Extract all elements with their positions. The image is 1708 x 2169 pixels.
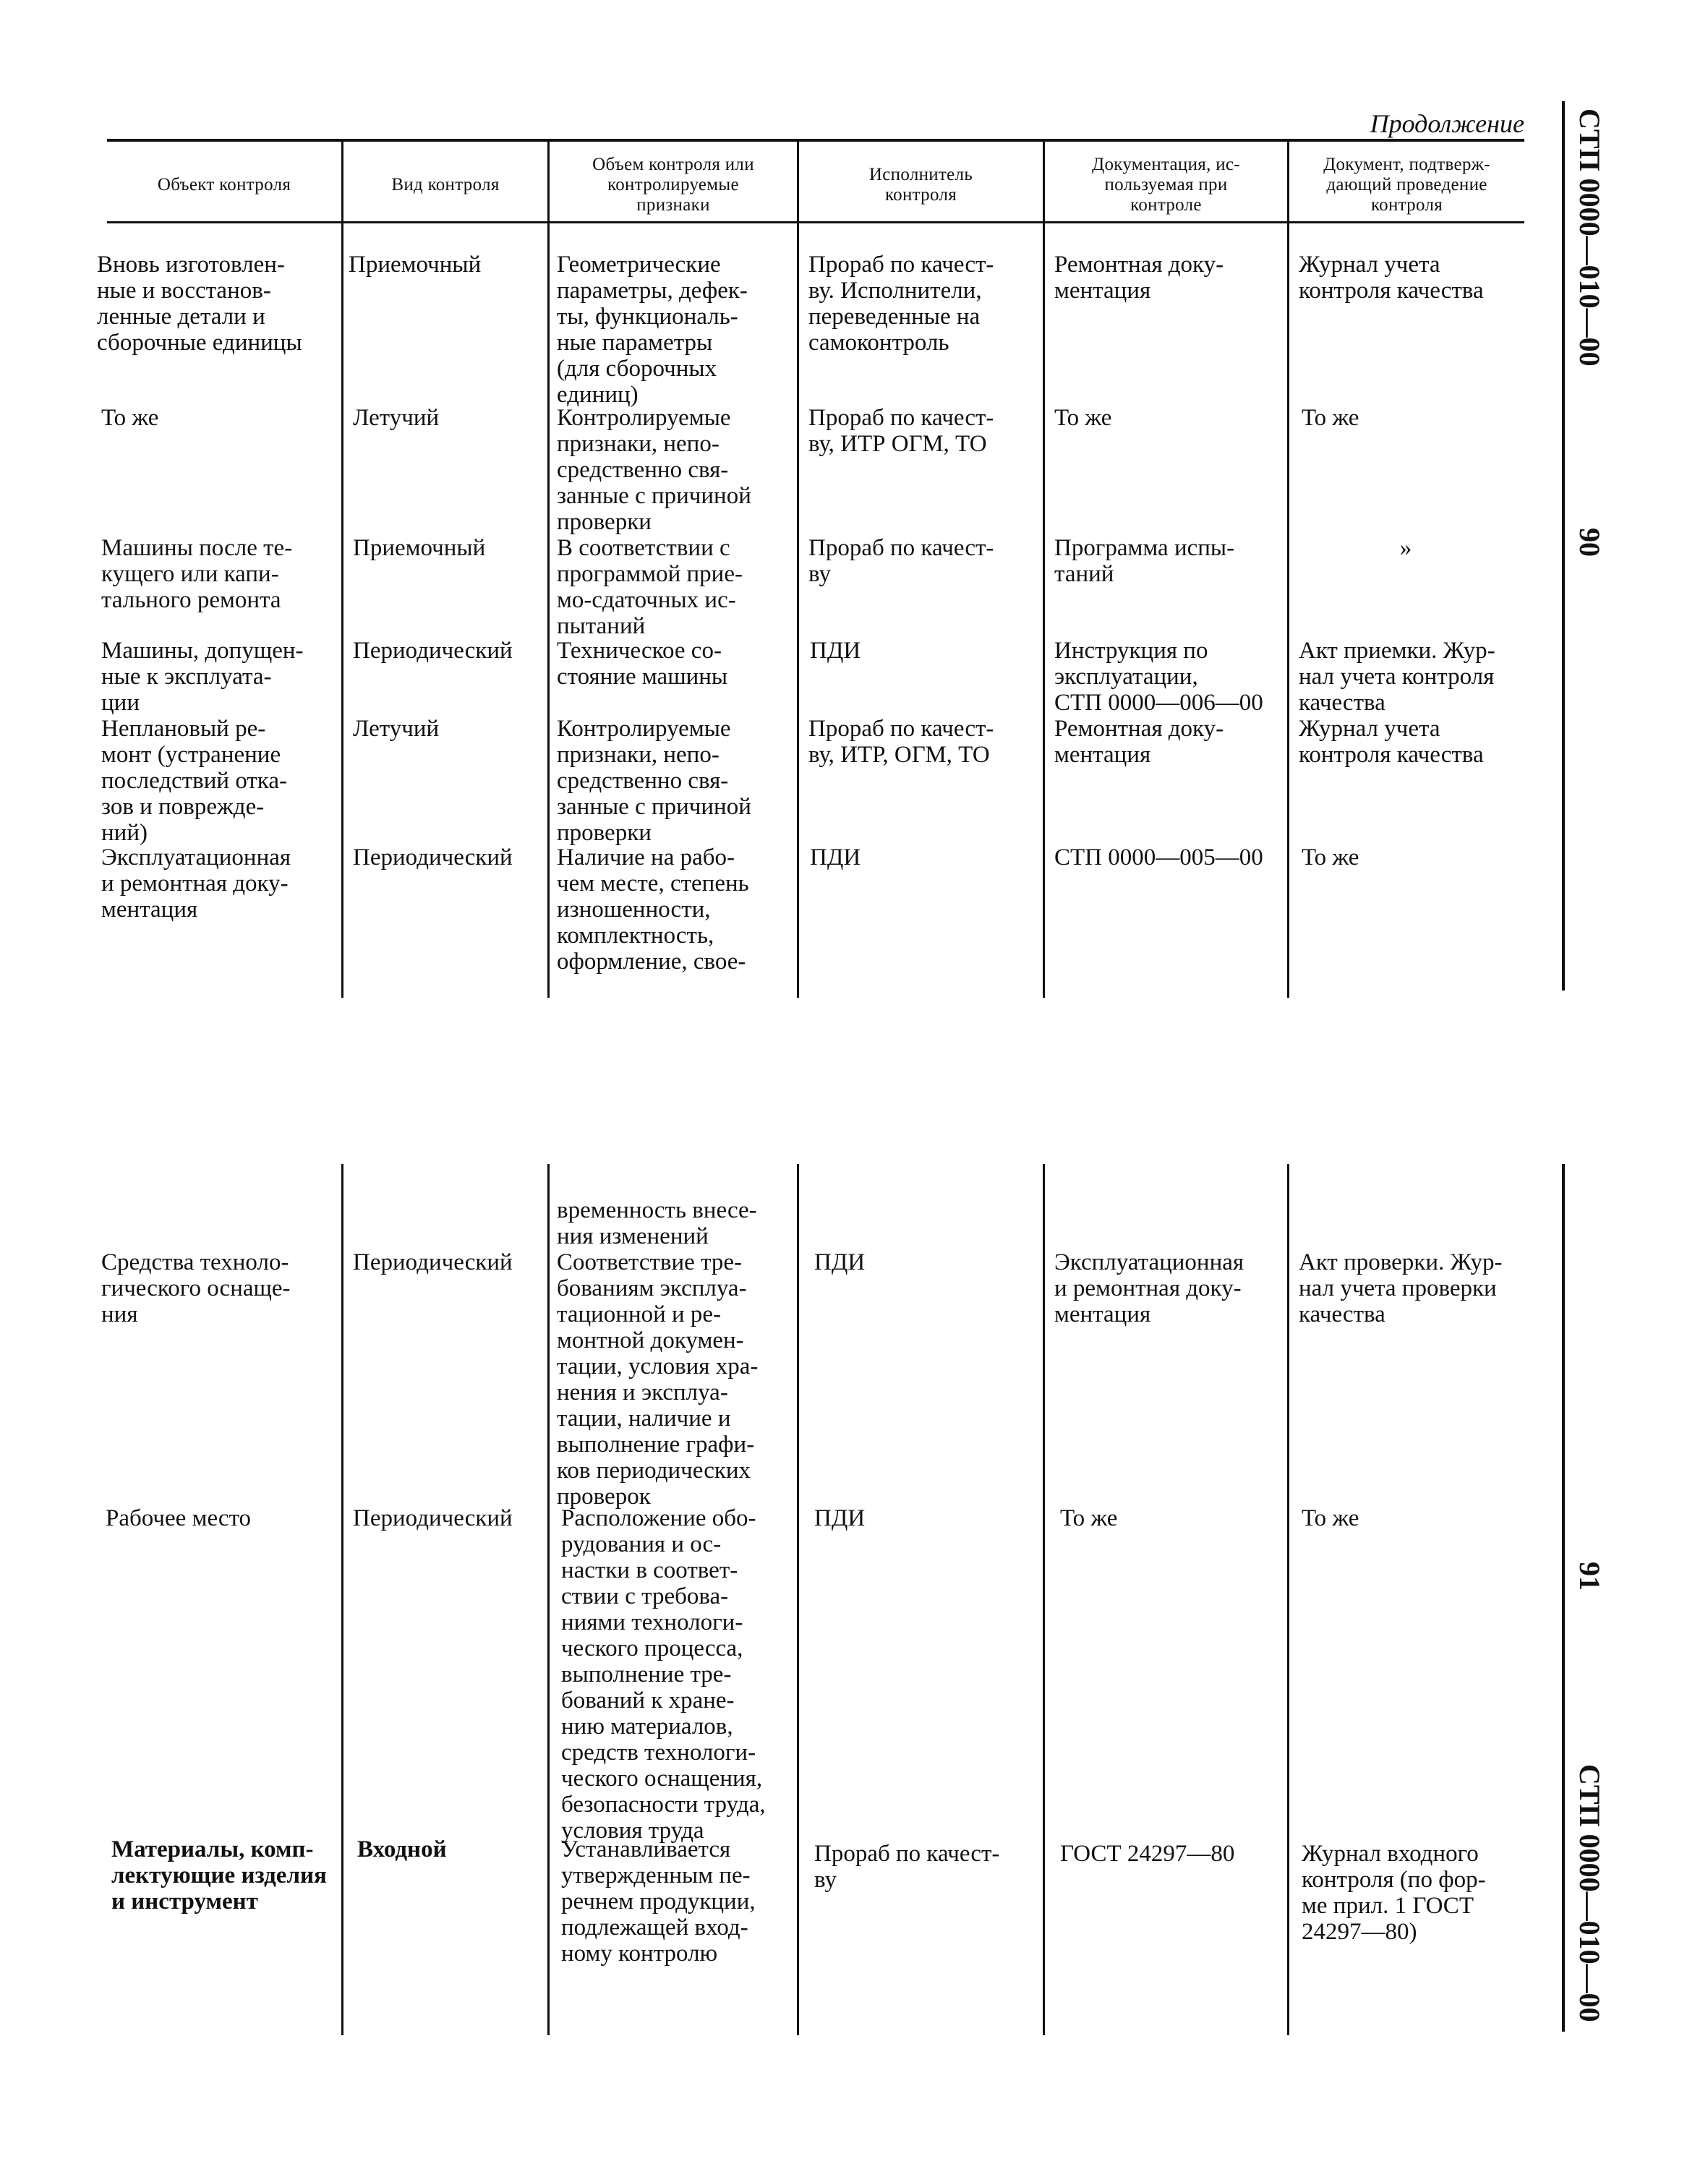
table-cell-confirming-doc: Акт приемки. Жур- нал учета контроля качества <box>1299 638 1495 716</box>
col-divider <box>341 141 343 998</box>
col-divider <box>1043 1164 1045 2035</box>
table-cell-scope: В соответствии с программой прие- мо-сдаточных ис- пытаний <box>557 535 743 639</box>
table-cell-type: Входной <box>357 1836 447 1862</box>
table-cell-object: Эксплуатационная и ремонтная доку- ментация <box>101 844 291 923</box>
table-cell-documentation: Ремонтная доку- ментация <box>1054 716 1224 768</box>
margin-rule <box>1562 101 1565 991</box>
table-cell-confirming-doc: То же <box>1302 405 1359 431</box>
table-cell-scope: Устанавливается утвержденным пе- речнем продукции, подлежащей вход- ному контролю <box>561 1836 756 1967</box>
header-confirming-doc: Документ, подтверж- дающий проведение контроля <box>1323 155 1490 215</box>
table-cell-executor: Прораб по качест- ву, ИТР ОГМ, ТО <box>808 405 994 457</box>
table-cell-confirming-doc: Журнал учета контроля качества <box>1299 252 1484 304</box>
table-cell-type: Периодический <box>353 1249 513 1275</box>
table-cell-executor: Прораб по качест- ву. Исполнители, переведенные на самоконтроль <box>808 252 994 356</box>
side-standard-code: СТП 0000—010—00 <box>1574 1764 1606 2022</box>
table-cell-scope: Геометрические параметры, дефек- ты, функциональ- ные параметры (для сборочных единиц) <box>557 252 748 408</box>
table-cell-documentation: Программа испы- таний <box>1054 535 1235 587</box>
table-cell-object: То же <box>101 405 159 431</box>
header-documentation: Документация, ис- пользуемая при контроле <box>1092 155 1240 215</box>
table-cell-documentation: То же <box>1054 405 1112 431</box>
table-cell-executor: ПДИ <box>814 1249 866 1275</box>
table-cell-documentation: То же <box>1060 1505 1118 1531</box>
table-cell-documentation: ГОСТ 24297—80 <box>1060 1841 1235 1867</box>
table-cell-executor: ПДИ <box>810 638 861 664</box>
header-scope: Объем контроля или контролируемые признаки <box>592 155 754 215</box>
table-cell-object: Вновь изготовлен- ные и восстанов- ленные детали и сборочные единицы <box>97 252 302 356</box>
col-divider <box>1287 1164 1289 2035</box>
side-standard-code: СТП 0000—010—00 <box>1574 108 1606 367</box>
table-cell-documentation: Эксплуатационная и ремонтная доку- ментация <box>1054 1249 1244 1327</box>
header-executor: Исполнитель контроля <box>868 165 973 205</box>
table-cell-documentation: СТП 0000—005—00 <box>1054 844 1263 870</box>
header-control-type: Вид контроля <box>391 175 500 194</box>
table-cell-documentation: Ремонтная доку- ментация <box>1054 252 1224 304</box>
table-cell-executor: Прораб по качест- ву, ИТР, ОГМ, ТО <box>808 716 994 768</box>
table-cell-type: Периодический <box>353 844 513 870</box>
table-cell-documentation: Инструкция по эксплуатации, СТП 0000—006—00 <box>1054 638 1263 716</box>
table-cell-object: Материалы, комп- лектующие изделия и инструмент <box>111 1836 327 1915</box>
table-cell-confirming-doc: Журнал входного контроля (по фор- ме прил. 1 ГОСТ 24297—80) <box>1302 1841 1486 1945</box>
table-cell-object: Машины, допущен- ные к эксплуата- ции <box>101 638 304 716</box>
col-divider <box>1043 141 1045 998</box>
table-cell-type: Периодический <box>353 638 513 664</box>
table-cell-executor: Прораб по качест- ву <box>814 1841 1000 1893</box>
table-cell-scope: Контролируемые признаки, непо- средственно свя- занные с причиной проверки <box>557 716 751 846</box>
table-cell-executor: ПДИ <box>814 1505 866 1531</box>
col-divider <box>1287 141 1289 998</box>
table-top-rule <box>107 139 1524 142</box>
table-cell-type: Летучий <box>353 716 440 742</box>
table-cell-scope: Расположение обо- рудования и ос- настки в соответ- ствии с требова- ниями технологи- ческого процесса, выполнение тре- бований к хране- нию материалов, средств технологи- ческого оснащения, безопасности труда, условия труда <box>561 1505 766 1844</box>
table-cell-scope: Наличие на рабо- чем месте, степень изношенности, комплектность, оформление, свое- <box>557 844 749 975</box>
margin-rule <box>1562 1164 1565 2032</box>
table-cell-object: Машины после те- кущего или капи- тального ремонта <box>101 535 293 613</box>
page-number: 91 <box>1574 1562 1606 1591</box>
col-divider <box>547 141 550 998</box>
table-cell-confirming-doc: То же <box>1302 1505 1359 1531</box>
table-cell-object: Средства техноло- гического оснаще- ния <box>101 1249 291 1327</box>
continuation-label: Продолжение <box>1370 109 1524 138</box>
table-cell-type: Приемочный <box>353 535 486 561</box>
table-cell-confirming-doc: Журнал учета контроля качества <box>1299 716 1484 768</box>
table-cell-scope: Техническое со- стояние машины <box>557 638 728 690</box>
table-cell-scope: Контролируемые признаки, непо- средственно свя- занные с причиной проверки <box>557 405 751 535</box>
header-bottom-rule <box>107 221 1524 223</box>
col-divider <box>797 1164 799 2035</box>
table-cell-confirming-doc: То же <box>1302 844 1359 870</box>
table-cell-confirming-doc: Акт проверки. Жур- нал учета проверки качества <box>1299 1249 1503 1327</box>
table-cell-type: Периодический <box>353 1505 513 1531</box>
table-cell-executor: ПДИ <box>810 844 861 870</box>
table-cell-object: Рабочее место <box>106 1505 252 1531</box>
table-cell-object: Неплановый ре- монт (устранение последствий отка- зов и поврежде- ний) <box>101 716 287 846</box>
page-number: 90 <box>1574 528 1606 557</box>
table-cell-type: Летучий <box>353 405 440 431</box>
table-cell-type: Приемочный <box>349 252 482 278</box>
col-divider <box>797 141 799 998</box>
table-cell-confirming-doc: » <box>1399 535 1412 561</box>
table-cell-scope: Соответствие тре- бованиям эксплуа- тационной и ре- монтной докумен- тации, условия хра- нения и эксплуа- тации, наличие и выполнение графи- ков периодических проверок <box>557 1249 759 1510</box>
header-object: Объект контроля <box>157 175 291 194</box>
table-cell-scope-continued: временность внесе- ния изменений <box>557 1197 757 1249</box>
table-cell-executor: Прораб по качест- ву <box>808 535 994 587</box>
col-divider <box>341 1164 343 2035</box>
col-divider <box>547 1164 550 2035</box>
